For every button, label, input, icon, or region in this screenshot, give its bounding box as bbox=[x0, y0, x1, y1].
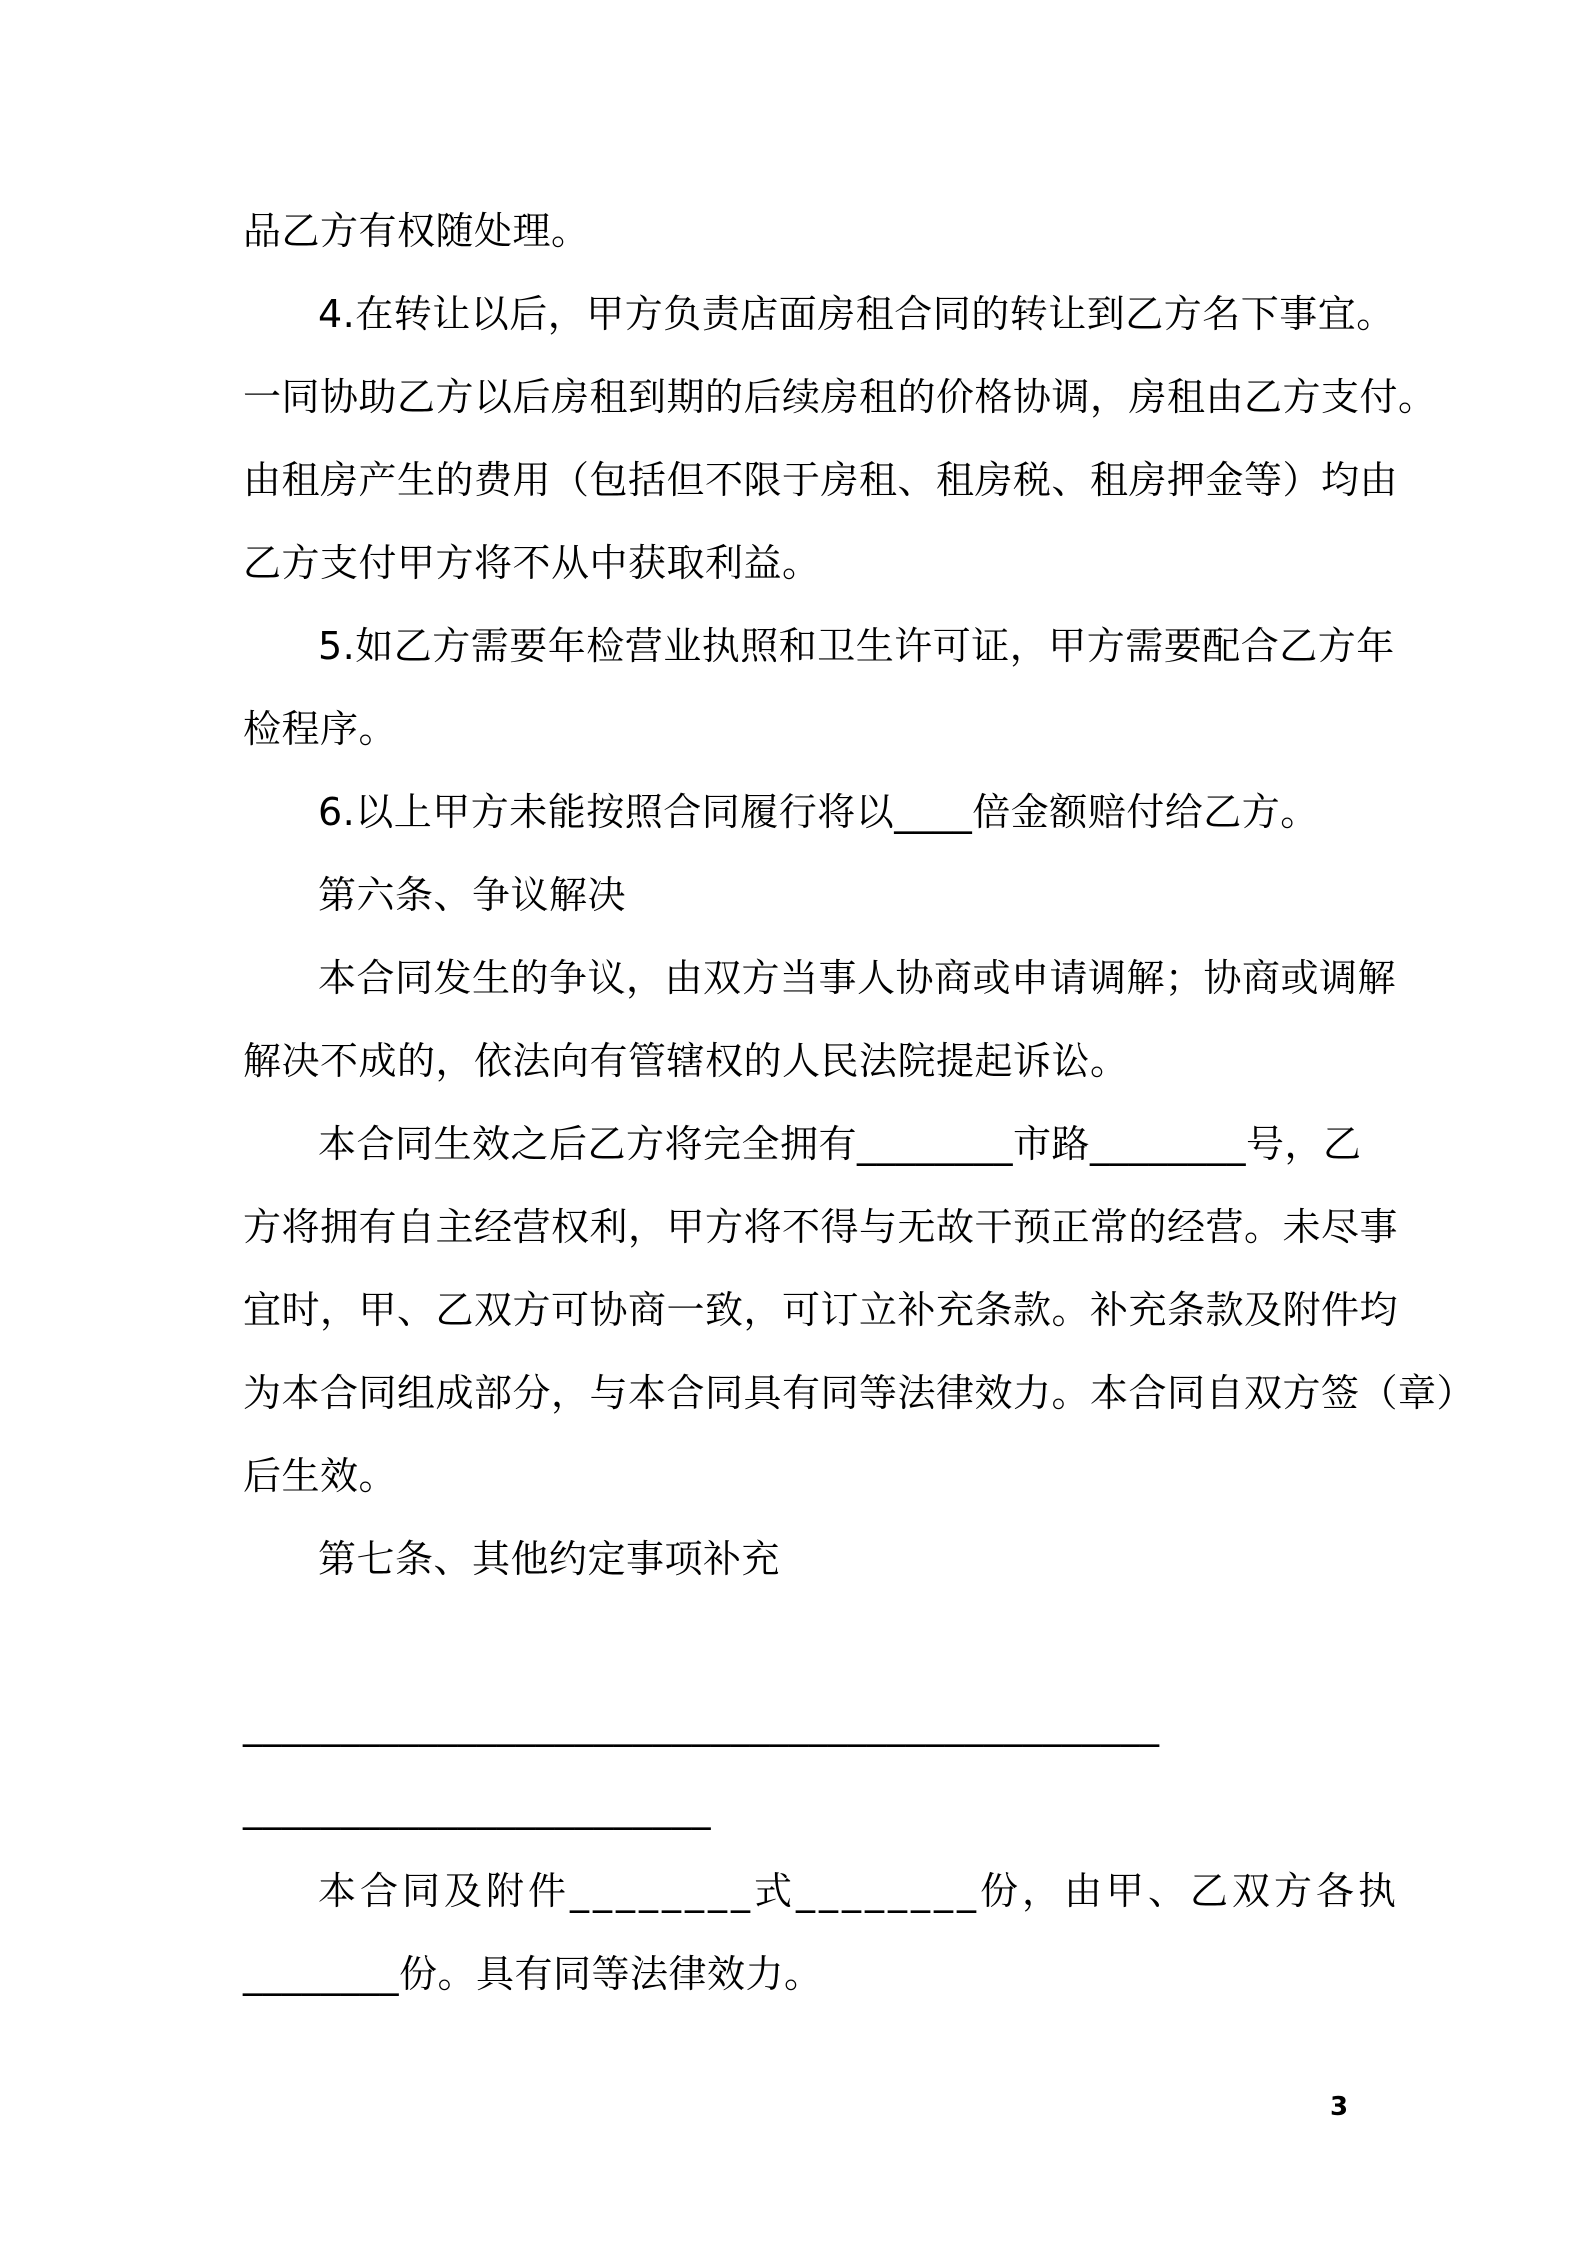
section-heading-article-7: 第七条、其他约定事项补充 bbox=[318, 1537, 781, 1581]
text-line: 品乙方有权随处理。 bbox=[243, 209, 590, 253]
fill-in-blank-line: _______________________________________________ bbox=[243, 1703, 1160, 1747]
text-line: 为本合同组成部分，与本合同具有同等法律效力。本合同自双方签（章） bbox=[243, 1371, 1476, 1415]
text-line: ________份。具有同等法律效力。 bbox=[243, 1952, 823, 1996]
text-line: 宜时，甲、乙双方可协商一致，可订立补充条款。补充条款及附件均 bbox=[243, 1288, 1399, 1332]
text-line: 本合同生效之后乙方将完全拥有________市路________号，乙 bbox=[318, 1122, 1362, 1166]
fill-in-blank-line: ________________________ bbox=[243, 1786, 711, 1830]
text-line: 本合同及附件________式________份，由甲、乙双方各执 bbox=[318, 1869, 1401, 1913]
section-heading-article-6: 第六条、争议解决 bbox=[318, 873, 627, 917]
text-line: 后生效。 bbox=[243, 1454, 398, 1498]
text-line: 由租房产生的费用（包括但不限于房租、租房税、租房押金等）均由 bbox=[243, 458, 1399, 502]
text-line: 检程序。 bbox=[243, 707, 398, 751]
text-line: 本合同发生的争议，由双方当事人协商或申请调解；协商或调解 bbox=[318, 956, 1397, 1000]
blank-area bbox=[243, 1601, 1373, 1684]
page-number: 3 bbox=[1330, 2092, 1349, 2122]
clause-item-6: 6.以上甲方未能按照合同履行将以____倍金额赔付给乙方。 bbox=[318, 790, 1319, 834]
clause-item-5: 5.如乙方需要年检营业执照和卫生许可证，甲方需要配合乙方年 bbox=[318, 624, 1395, 668]
text-line: 方将拥有自主经营权利，甲方将不得与无故干预正常的经营。未尽事 bbox=[243, 1205, 1399, 1249]
document-body bbox=[243, 190, 1476, 2016]
text-line: 乙方支付甲方将不从中获取利益。 bbox=[243, 541, 821, 585]
text-line: 解决不成的，依法向有管辖权的人民法院提起诉讼。 bbox=[243, 1039, 1129, 1083]
clause-item-4: 4.在转让以后，甲方负责店面房租合同的转让到乙方名下事宜。 bbox=[318, 292, 1395, 336]
text-line: 一同协助乙方以后房租到期的后续房租的价格协调，房租由乙方支付。 bbox=[243, 375, 1437, 419]
